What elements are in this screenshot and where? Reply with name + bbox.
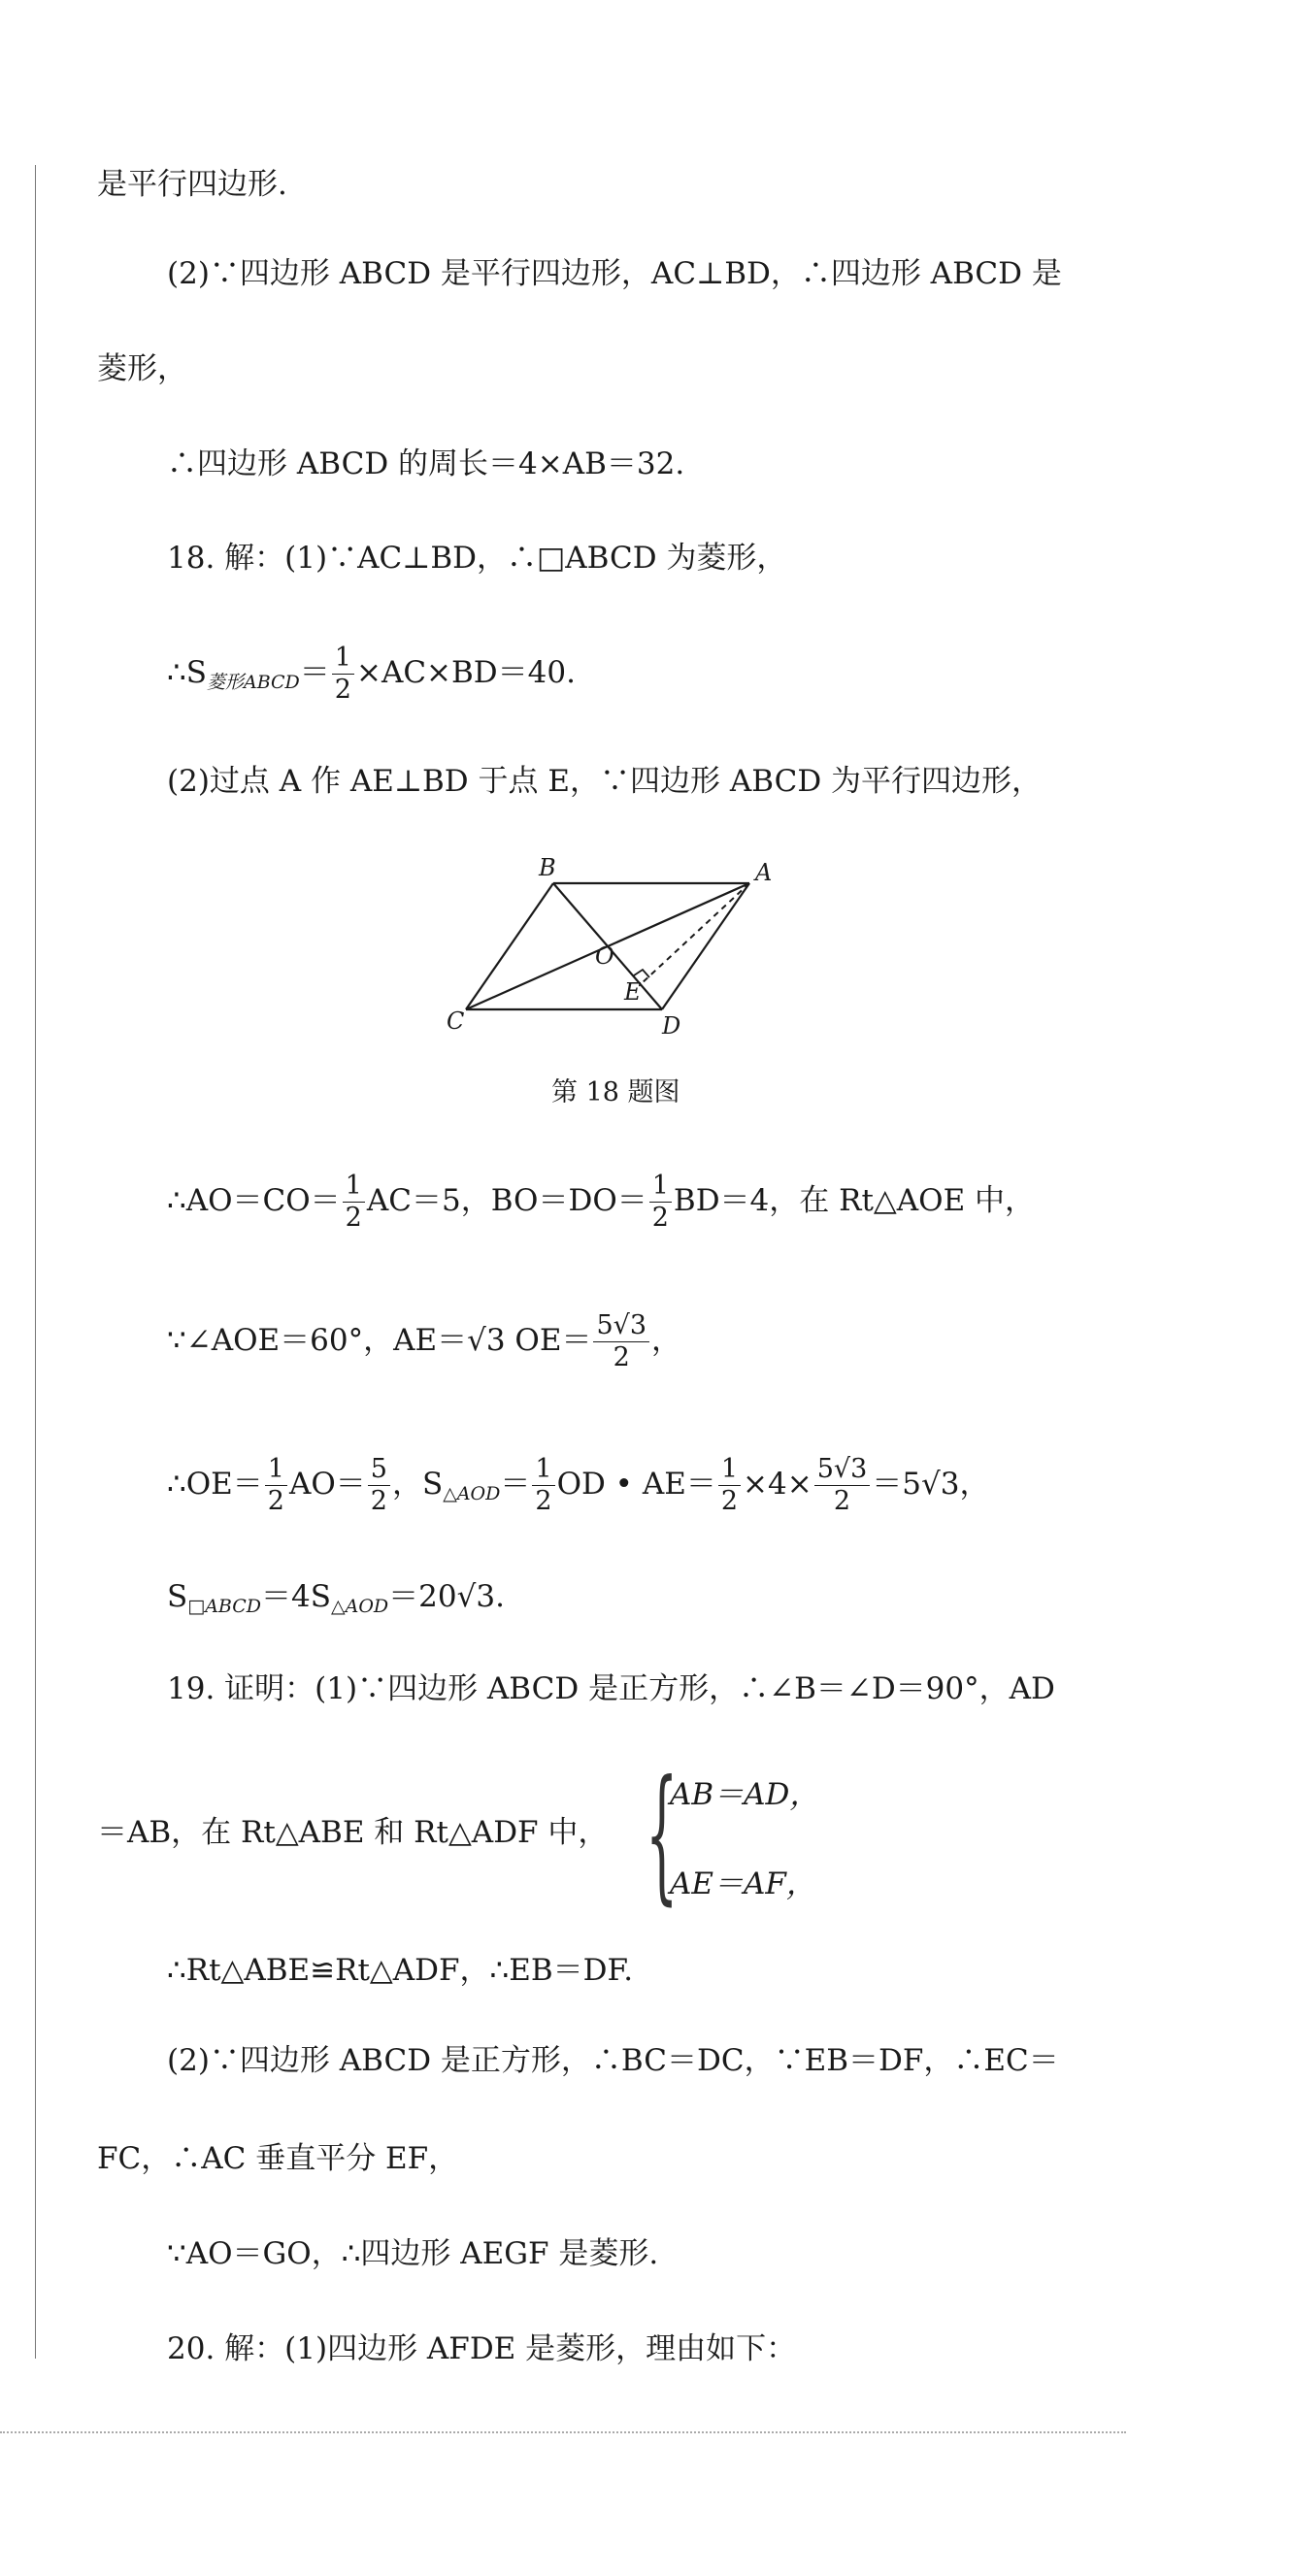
figure-caption: 第 18 题图: [551, 1077, 680, 1107]
area-rest: ×AC×BD＝40.: [355, 655, 576, 690]
text-line-3: 菱形，: [97, 351, 187, 386]
fraction-numerator: 1: [265, 1454, 287, 1486]
oe-part-e: OD • AE＝: [556, 1467, 716, 1502]
half-fraction-e: [718, 1454, 741, 1517]
five-half-fraction: [368, 1454, 390, 1517]
fraction-denominator: 2: [613, 1342, 630, 1372]
area-subscript: 菱形ABCD: [206, 672, 300, 693]
text-line-7: (2)过点 A 作 AE⊥BD 于点 E，∵四边形 ABCD 为平行四边形，: [167, 764, 1043, 799]
text-line-4: ∴四边形 ABCD 的周长＝4×AB＝32.: [167, 446, 685, 481]
text-line-14: ∴Rt△ABE≌Rt△ADF，∴EB＝DF.: [167, 1953, 634, 1988]
fraction-numerator: 1: [532, 1454, 554, 1486]
text-line-17: ∵AO＝GO，∴四边形 AEGF 是菱形.: [167, 2236, 659, 2271]
fraction-denominator: 2: [535, 1486, 552, 1516]
text-line-2: (2)∵四边形 ABCD 是平行四边形，AC⊥BD，∴四边形 ABCD 是: [167, 256, 1062, 291]
text-line-1: 是平行四边形.: [97, 167, 287, 202]
fraction-denominator: 2: [370, 1486, 387, 1516]
angle-part-b: ，: [651, 1323, 682, 1358]
text-line-15: (2)∵四边形 ABCD 是正方形，∴BC＝DC，∵EB＝DF，∴EC＝: [167, 2043, 1059, 2078]
pa-part-b: ＝4S: [261, 1579, 331, 1614]
fraction-numerator: 1: [332, 643, 354, 675]
pa-part-c: ＝20√3.: [388, 1579, 505, 1614]
half-fraction-c: [265, 1454, 287, 1517]
fraction-denominator: 2: [833, 1486, 851, 1516]
problem-18-heading: 18. 解：(1)∵AC⊥BD，∴□ABCD 为菱形，: [167, 541, 787, 576]
area-equals: ＝: [299, 655, 330, 690]
angle-line: [167, 1310, 681, 1373]
midpoint-line: [167, 1171, 1035, 1234]
text-line-16: FC，∴AC 垂直平分 EF，: [97, 2141, 459, 2176]
half-fraction-d: [532, 1454, 554, 1517]
five-root3-fraction: [593, 1310, 649, 1373]
half-fraction-a: [343, 1171, 365, 1234]
triangle-subscript-b: △AOD: [330, 1596, 389, 1617]
midpoint-part-a: ∴AO＝CO＝: [167, 1183, 341, 1218]
oe-part-b: AO＝: [288, 1467, 366, 1502]
half-fraction: [332, 643, 354, 706]
midpoint-part-b: AC＝5，BO＝DO＝: [366, 1183, 647, 1218]
fraction-denominator: 2: [651, 1203, 669, 1233]
system-row-1: AB＝AD，: [670, 1777, 820, 1812]
fraction-denominator: 2: [334, 675, 351, 705]
fraction-denominator: 2: [267, 1486, 284, 1516]
problem-19-heading: 19. 证明：(1)∵四边形 ABCD 是正方形，∴∠B＝∠D＝90°，AD: [167, 1671, 1055, 1706]
text-line-13: ＝AB，在 Rt△ABE 和 Rt△ADF 中，: [97, 1815, 609, 1850]
oe-part-g: ＝5√3，: [872, 1467, 990, 1502]
oe-part-a: ∴OE＝: [167, 1467, 263, 1502]
oe-part-d: ＝: [500, 1467, 531, 1502]
fraction-numerator: 1: [718, 1454, 741, 1486]
parallelogram-figure: [447, 849, 796, 1043]
label-o: O: [595, 942, 614, 970]
oe-part-f: ×4×: [743, 1467, 812, 1502]
fraction-numerator: 1: [649, 1171, 672, 1203]
segment-ae: [641, 883, 749, 984]
label-b: B: [539, 854, 556, 881]
fraction-numerator: 1: [343, 1171, 365, 1203]
equation-system: [646, 1750, 859, 1919]
left-brace: {: [646, 1750, 679, 1919]
page-bottom-divider: [0, 2431, 1126, 2433]
system-row-2: AE＝AF，: [670, 1866, 816, 1901]
area-prefix: ∴S: [167, 655, 207, 690]
oe-part-c: ，S: [391, 1467, 444, 1502]
half-fraction-b: [649, 1171, 672, 1234]
five-root3-fraction-b: [814, 1454, 871, 1517]
label-d: D: [662, 1012, 681, 1040]
oe-area-line: [167, 1454, 989, 1517]
parallelogram-area-line: [167, 1577, 505, 1626]
fraction-denominator: 2: [345, 1203, 362, 1233]
problem-20-heading: 20. 解：(1)四边形 AFDE 是菱形，理由如下：: [167, 2331, 797, 2366]
fraction-denominator: 2: [720, 1486, 739, 1516]
midpoint-part-c: BD＝4，在 Rt△AOE 中，: [673, 1183, 1036, 1218]
label-e: E: [624, 978, 642, 1006]
fraction-numerator: 5: [368, 1454, 390, 1486]
page-margin-line: [35, 165, 36, 2359]
fraction-numerator: 5√3: [593, 1310, 649, 1342]
label-a: A: [755, 859, 773, 886]
rhombus-area-line: [167, 643, 576, 706]
parallelogram-subscript: □ABCD: [187, 1596, 262, 1617]
pa-part-a: S: [167, 1579, 188, 1614]
label-c: C: [447, 1007, 465, 1035]
fraction-numerator: 5√3: [814, 1454, 871, 1486]
angle-part-a: ∵∠AOE＝60°，AE＝√3 OE＝: [167, 1323, 592, 1358]
right-angle-mark: [634, 970, 649, 977]
triangle-subscript: △AOD: [443, 1483, 501, 1504]
